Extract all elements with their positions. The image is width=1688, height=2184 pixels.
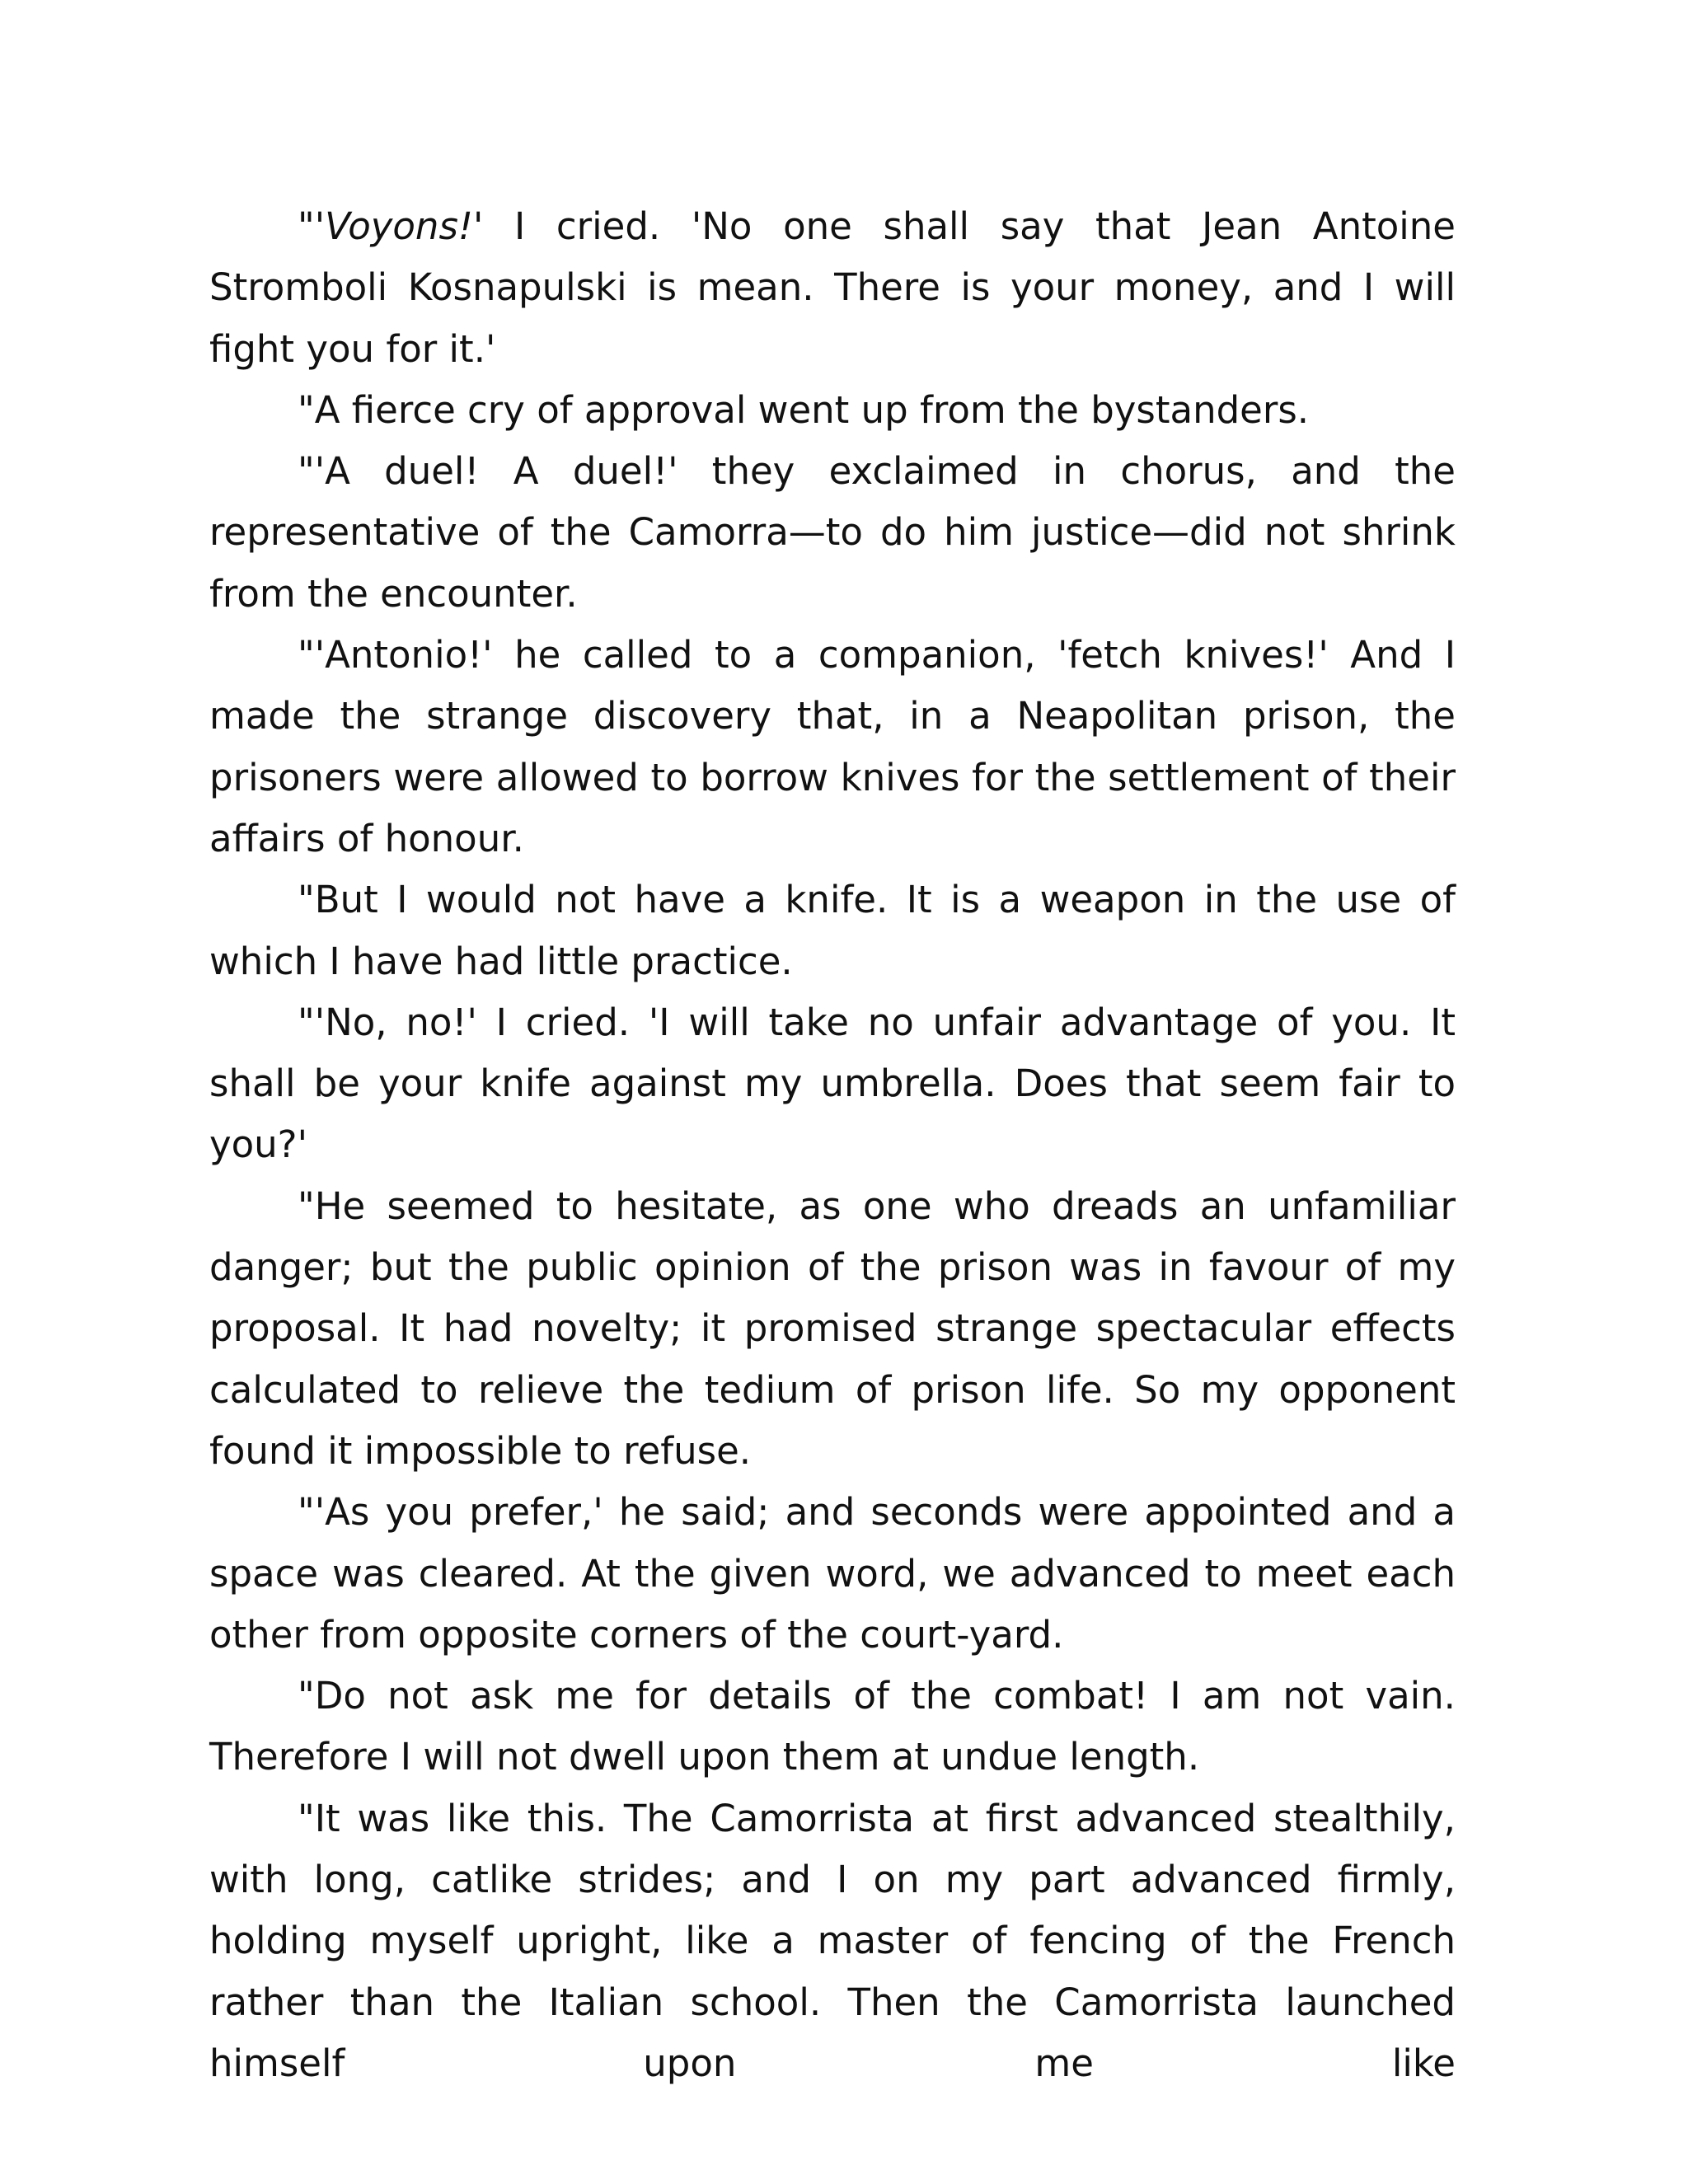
paragraph-6: "'No, no!' I cried. 'I will take no unfair advantage of you. It shall be your knife against my umbrella. Does that seem fair to you?' xyxy=(209,1000,1456,1167)
paragraph-1-text: ' I cried. 'No one shall say that Jean Antoine Stromboli Kosnapulski is mean. There is your money, and I will fight you for it.' xyxy=(209,204,1456,371)
paragraph-1 xyxy=(209,196,1456,380)
paragraph-3: "'A duel! A duel!' they exclaimed in chorus, and the representative of the Camorra—to do him justice—did not shrink from the encounter. xyxy=(209,449,1456,616)
paragraph-2: "A fierce cry of approval went up from the bystanders. xyxy=(298,387,1310,432)
paragraph-9: "Do not ask me for details of the combat! I am not vain. Therefore I will not dwell upon them at undue length. xyxy=(209,1674,1456,1779)
paragraph-7: "He seemed to hesitate, as one who dreads an unfamiliar danger; but the public opinion of the prison was in favour of my proposal. It had novelty; it promised strange spectacular effects calculated to relieve the tedium of prison life. So my opponent found it impossible to refuse. xyxy=(209,1183,1456,1473)
paragraph-4: "'Antonio!' he called to a companion, 'fetch knives!' And I made the strange discovery that, in a Neapolitan prison, the prisoners were allowed to borrow knives for the settlement of their affairs of honour. xyxy=(209,633,1456,860)
paragraph-8: "'As you prefer,' he said; and seconds were appointed and a space was cleared. At the given word, we advanced to meet each other from opposite corners of the court-yard. xyxy=(209,1490,1456,1657)
page-body-text xyxy=(209,196,1456,2094)
paragraph-1-lead: "' xyxy=(298,204,326,248)
paragraph-10: "It was like this. The Camorrista at first advanced stealthily, with long, catlike strides; and I on my part advanced firmly, holding myself upright, like a master of fencing of the French rather than the Italian school. Then the Camorrista launched himself upon me like xyxy=(209,1796,1456,2085)
paragraph-5: "But I would not have a knife. It is a weapon in the use of which I have had little practice. xyxy=(209,878,1456,983)
paragraph-1-italic: Voyons! xyxy=(325,204,473,248)
